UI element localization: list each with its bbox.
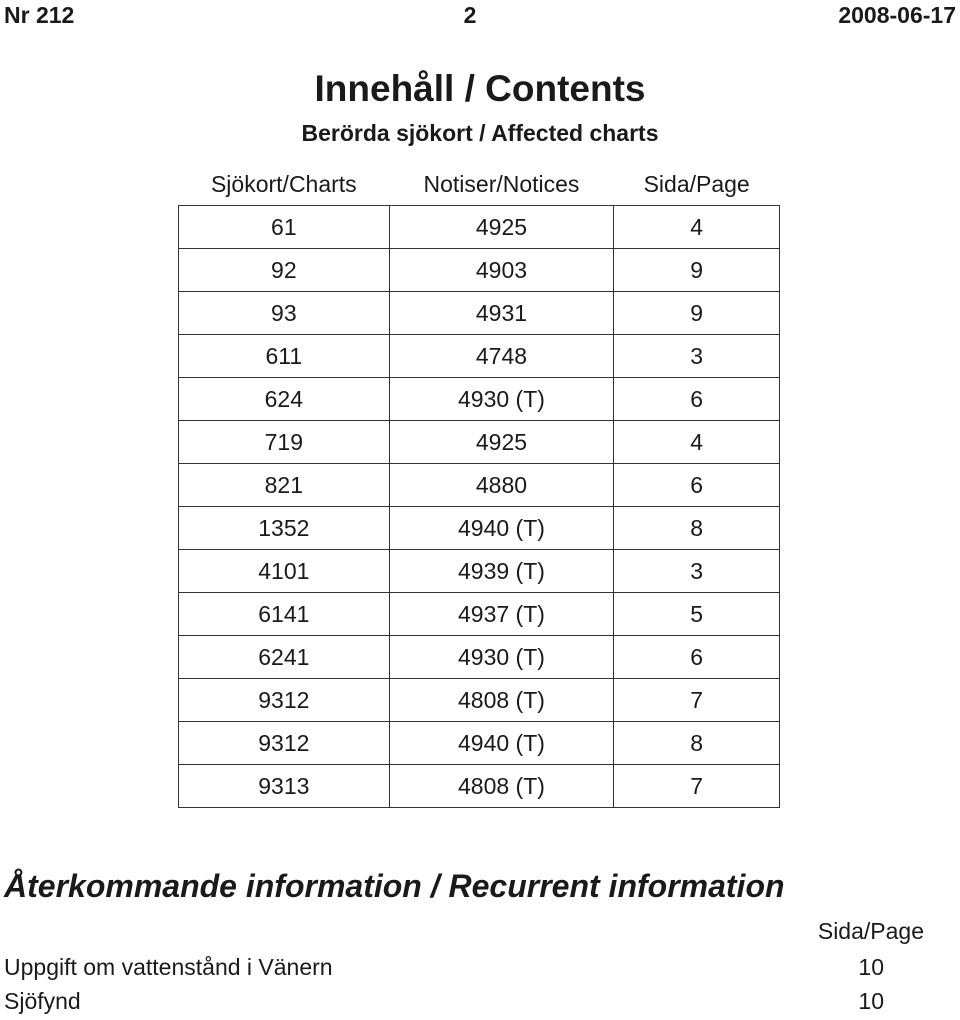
cell-notice: 4808 (T) — [389, 765, 614, 808]
cell-notice: 4931 — [389, 292, 614, 335]
cell-page: 9 — [614, 249, 780, 292]
cell-chart: 821 — [179, 464, 390, 507]
table-body — [179, 206, 780, 808]
recurrent-item — [4, 988, 884, 1015]
cell-chart: 6141 — [179, 593, 390, 636]
cell-notice: 4880 — [389, 464, 614, 507]
cell-chart: 61 — [179, 206, 390, 249]
issue-number: Nr 212 — [4, 2, 75, 28]
cell-notice: 4748 — [389, 335, 614, 378]
recurrent-heading: Återkommande information / Recurrent information — [4, 868, 785, 904]
affected-charts-table — [178, 163, 780, 808]
cell-page: 5 — [614, 593, 780, 636]
cell-chart: 92 — [179, 249, 390, 292]
cell-chart: 9312 — [179, 722, 390, 765]
cell-notice: 4940 (T) — [389, 722, 614, 765]
header-notices: Notiser/Notices — [389, 163, 614, 206]
table-row — [179, 722, 780, 765]
table-row — [179, 464, 780, 507]
cell-chart: 624 — [179, 378, 390, 421]
cell-page: 4 — [614, 421, 780, 464]
table-row — [179, 679, 780, 722]
cell-chart: 611 — [179, 335, 390, 378]
page-subtitle: Berörda sjökort / Affected charts — [301, 120, 659, 146]
cell-page: 3 — [614, 550, 780, 593]
recurrent-item-label: Sjöfynd — [4, 988, 81, 1014]
table-row — [179, 550, 780, 593]
table-row — [179, 335, 780, 378]
cell-page: 9 — [614, 292, 780, 335]
cell-page: 6 — [614, 636, 780, 679]
cell-chart: 6241 — [179, 636, 390, 679]
table-row — [179, 765, 780, 808]
page-title: Innehåll / Contents — [314, 68, 646, 109]
cell-notice: 4808 (T) — [389, 679, 614, 722]
cell-notice: 4930 (T) — [389, 378, 614, 421]
cell-page: 8 — [614, 507, 780, 550]
cell-notice: 4925 — [389, 206, 614, 249]
table-header-row — [179, 163, 780, 206]
cell-page: 7 — [614, 679, 780, 722]
header-page: Sida/Page — [614, 163, 780, 206]
cell-notice: 4925 — [389, 421, 614, 464]
cell-notice: 4939 (T) — [389, 550, 614, 593]
table-row — [179, 249, 780, 292]
recurrent-item-page: 10 — [858, 954, 884, 980]
table-row — [179, 636, 780, 679]
cell-page: 6 — [614, 464, 780, 507]
cell-page: 6 — [614, 378, 780, 421]
cell-notice: 4937 (T) — [389, 593, 614, 636]
recurrent-item-page: 10 — [858, 988, 884, 1014]
cell-notice: 4903 — [389, 249, 614, 292]
recurrent-item — [4, 954, 884, 981]
table-row — [179, 206, 780, 249]
cell-notice: 4930 (T) — [389, 636, 614, 679]
table-row — [179, 421, 780, 464]
table-row — [179, 593, 780, 636]
page-number: 2 — [463, 2, 477, 28]
table-row — [179, 292, 780, 335]
header-charts: Sjökort/Charts — [179, 163, 390, 206]
cell-chart: 4101 — [179, 550, 390, 593]
recurrent-page-label: Sida/Page — [817, 918, 924, 944]
cell-chart: 9313 — [179, 765, 390, 808]
cell-chart: 9312 — [179, 679, 390, 722]
cell-chart: 1352 — [179, 507, 390, 550]
cell-page: 7 — [614, 765, 780, 808]
table-row — [179, 378, 780, 421]
cell-notice: 4940 (T) — [389, 507, 614, 550]
table-row — [179, 507, 780, 550]
cell-page: 4 — [614, 206, 780, 249]
recurrent-item-label: Uppgift om vattenstånd i Vänern — [4, 954, 333, 980]
issue-date: 2008-06-17 — [838, 2, 956, 28]
cell-chart: 719 — [179, 421, 390, 464]
cell-page: 3 — [614, 335, 780, 378]
cell-page: 8 — [614, 722, 780, 765]
cell-chart: 93 — [179, 292, 390, 335]
